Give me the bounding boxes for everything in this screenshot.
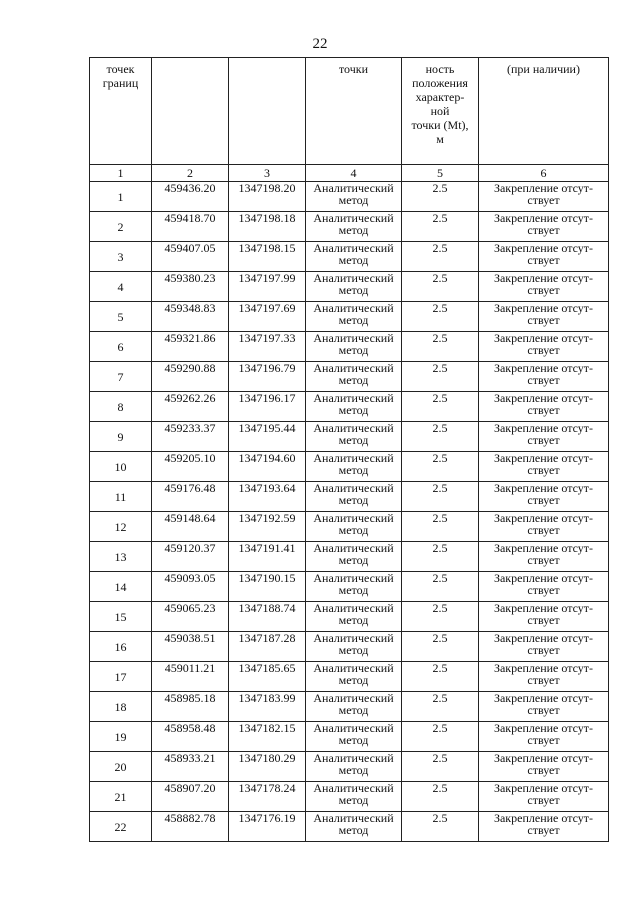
- accuracy-cell: 2.5: [402, 542, 479, 572]
- method-cell: [306, 212, 402, 242]
- header-line: положения: [412, 76, 468, 90]
- method-cell: [306, 392, 402, 422]
- fixing-line: Закрепление отсут-: [493, 571, 594, 585]
- fixing-line: Закрепление отсут-: [493, 721, 594, 735]
- table-row: [90, 422, 609, 452]
- coord-x-cell: 459011.21: [152, 662, 229, 692]
- method-line: Аналитический: [313, 481, 394, 495]
- accuracy-cell: 2.5: [402, 182, 479, 212]
- accuracy-cell: 2.5: [402, 692, 479, 722]
- table-row: [90, 632, 609, 662]
- accuracy-cell: 2.5: [402, 782, 479, 812]
- accuracy-cell: 2.5: [402, 212, 479, 242]
- coord-x-cell: 458958.48: [152, 722, 229, 752]
- point-number-cell: 21: [90, 782, 152, 812]
- accuracy-cell: 2.5: [402, 632, 479, 662]
- method-line: Аналитический: [313, 421, 394, 435]
- fixing-line: Закрепление отсут-: [493, 811, 594, 825]
- point-number-cell: 19: [90, 722, 152, 752]
- method-cell: [306, 752, 402, 782]
- header-line: характер-: [415, 90, 465, 104]
- method-line: метод: [338, 373, 369, 387]
- accuracy-cell: 2.5: [402, 722, 479, 752]
- fixing-line: Закрепление отсут-: [493, 331, 594, 345]
- method-cell: [306, 632, 402, 662]
- table-row: [90, 812, 609, 842]
- fixing-line: Закрепление отсут-: [493, 661, 594, 675]
- method-line: Аналитический: [313, 721, 394, 735]
- header-row: [90, 58, 609, 165]
- coord-y-cell: 1347196.17: [229, 392, 306, 422]
- fixing-cell: [479, 182, 609, 212]
- method-line: метод: [338, 703, 369, 717]
- coord-y-cell: 1347182.15: [229, 722, 306, 752]
- method-line: метод: [338, 823, 369, 837]
- coord-y-cell: 1347180.29: [229, 752, 306, 782]
- fixing-line: ствует: [527, 283, 560, 297]
- method-line: Аналитический: [313, 631, 394, 645]
- header-fixing: [479, 58, 609, 165]
- point-number-cell: 13: [90, 542, 152, 572]
- coord-x-cell: 459380.23: [152, 272, 229, 302]
- header-line: (при наличии): [507, 62, 580, 76]
- method-line: Аналитический: [313, 571, 394, 585]
- fixing-line: ствует: [527, 613, 560, 627]
- accuracy-cell: 2.5: [402, 392, 479, 422]
- fixing-line: ствует: [527, 433, 560, 447]
- point-number-cell: 12: [90, 512, 152, 542]
- method-cell: [306, 512, 402, 542]
- fixing-line: Закрепление отсут-: [493, 601, 594, 615]
- coord-y-cell: 1347192.59: [229, 512, 306, 542]
- accuracy-cell: 2.5: [402, 752, 479, 782]
- coord-x-cell: 459148.64: [152, 512, 229, 542]
- fixing-line: Закрепление отсут-: [493, 751, 594, 765]
- fixing-line: ствует: [527, 463, 560, 477]
- coord-y-cell: 1347185.65: [229, 662, 306, 692]
- method-line: Аналитический: [313, 391, 394, 405]
- accuracy-cell: 2.5: [402, 482, 479, 512]
- point-number-cell: 7: [90, 362, 152, 392]
- fixing-line: ствует: [527, 373, 560, 387]
- fixing-line: Закрепление отсут-: [493, 181, 594, 195]
- coord-x-cell: 459418.70: [152, 212, 229, 242]
- coord-x-cell: 459038.51: [152, 632, 229, 662]
- method-line: Аналитический: [313, 811, 394, 825]
- method-cell: [306, 452, 402, 482]
- accuracy-cell: 2.5: [402, 332, 479, 362]
- fixing-line: ствует: [527, 553, 560, 567]
- table-row: [90, 752, 609, 782]
- method-cell: [306, 542, 402, 572]
- method-cell: [306, 362, 402, 392]
- table-row: [90, 782, 609, 812]
- fixing-line: Закрепление отсут-: [493, 781, 594, 795]
- point-number-cell: 10: [90, 452, 152, 482]
- method-line: метод: [338, 763, 369, 777]
- coord-x-cell: 459348.83: [152, 302, 229, 332]
- method-line: Аналитический: [313, 751, 394, 765]
- table-row: [90, 362, 609, 392]
- method-line: метод: [338, 403, 369, 417]
- header-line: ность: [425, 62, 455, 76]
- fixing-line: ствует: [527, 343, 560, 357]
- method-line: Аналитический: [313, 301, 394, 315]
- accuracy-cell: 2.5: [402, 812, 479, 842]
- accuracy-cell: 2.5: [402, 662, 479, 692]
- method-cell: [306, 482, 402, 512]
- column-number: 3: [229, 165, 306, 182]
- point-number-cell: 4: [90, 272, 152, 302]
- method-line: метод: [338, 223, 369, 237]
- header-method: [306, 58, 402, 165]
- coord-y-cell: 1347193.64: [229, 482, 306, 512]
- table-row: [90, 272, 609, 302]
- table-row: [90, 572, 609, 602]
- coord-y-cell: 1347178.24: [229, 782, 306, 812]
- fixing-line: Закрепление отсут-: [493, 241, 594, 255]
- coord-y-cell: 1347188.74: [229, 602, 306, 632]
- coord-y-cell: 1347197.33: [229, 332, 306, 362]
- header-accuracy: [402, 58, 479, 165]
- accuracy-cell: 2.5: [402, 272, 479, 302]
- coord-y-cell: 1347198.18: [229, 212, 306, 242]
- table-row: [90, 182, 609, 212]
- point-number-cell: 16: [90, 632, 152, 662]
- fixing-line: Закрепление отсут-: [493, 631, 594, 645]
- point-number-cell: 11: [90, 482, 152, 512]
- fixing-line: Закрепление отсут-: [493, 361, 594, 375]
- method-cell: [306, 422, 402, 452]
- fixing-cell: [479, 782, 609, 812]
- point-number-cell: 22: [90, 812, 152, 842]
- point-number-cell: 15: [90, 602, 152, 632]
- fixing-line: Закрепление отсут-: [493, 421, 594, 435]
- point-number-cell: 1: [90, 182, 152, 212]
- fixing-cell: [479, 542, 609, 572]
- coord-x-cell: 459321.86: [152, 332, 229, 362]
- header-point-number: [90, 58, 152, 165]
- fixing-cell: [479, 572, 609, 602]
- fixing-line: ствует: [527, 253, 560, 267]
- point-number-cell: 3: [90, 242, 152, 272]
- header-line: точек: [106, 62, 135, 76]
- fixing-line: ствует: [527, 823, 560, 837]
- coord-y-cell: 1347197.69: [229, 302, 306, 332]
- column-number: 4: [306, 165, 402, 182]
- method-cell: [306, 692, 402, 722]
- fixing-cell: [479, 692, 609, 722]
- column-number: 2: [152, 165, 229, 182]
- method-cell: [306, 572, 402, 602]
- table-row: [90, 302, 609, 332]
- accuracy-cell: 2.5: [402, 572, 479, 602]
- column-number: 1: [90, 165, 152, 182]
- coord-x-cell: 459407.05: [152, 242, 229, 272]
- accuracy-cell: 2.5: [402, 602, 479, 632]
- accuracy-cell: 2.5: [402, 422, 479, 452]
- fixing-line: ствует: [527, 673, 560, 687]
- fixing-line: Закрепление отсут-: [493, 511, 594, 525]
- method-line: Аналитический: [313, 451, 394, 465]
- method-line: метод: [338, 193, 369, 207]
- coord-y-cell: 1347197.99: [229, 272, 306, 302]
- coord-y-cell: 1347176.19: [229, 812, 306, 842]
- column-number-row: [90, 165, 609, 182]
- table-row: [90, 542, 609, 572]
- fixing-line: ствует: [527, 403, 560, 417]
- fixing-cell: [479, 422, 609, 452]
- coord-x-cell: 458882.78: [152, 812, 229, 842]
- accuracy-cell: 2.5: [402, 362, 479, 392]
- method-line: Аналитический: [313, 181, 394, 195]
- coord-x-cell: 458907.20: [152, 782, 229, 812]
- table-row: [90, 242, 609, 272]
- accuracy-cell: 2.5: [402, 512, 479, 542]
- header-line: границ: [102, 76, 139, 90]
- method-line: Аналитический: [313, 241, 394, 255]
- table-row: [90, 452, 609, 482]
- method-cell: [306, 662, 402, 692]
- method-cell: [306, 782, 402, 812]
- point-number-cell: 20: [90, 752, 152, 782]
- fixing-line: ствует: [527, 643, 560, 657]
- method-line: метод: [338, 553, 369, 567]
- table-body: [90, 58, 609, 842]
- fixing-cell: [479, 512, 609, 542]
- coord-y-cell: 1347190.15: [229, 572, 306, 602]
- coord-y-cell: 1347198.20: [229, 182, 306, 212]
- fixing-line: ствует: [527, 493, 560, 507]
- fixing-line: ствует: [527, 193, 560, 207]
- coord-x-cell: 459065.23: [152, 602, 229, 632]
- fixing-line: ствует: [527, 703, 560, 717]
- method-line: Аналитический: [313, 781, 394, 795]
- fixing-line: ствует: [527, 313, 560, 327]
- accuracy-cell: 2.5: [402, 452, 479, 482]
- coord-x-cell: 459290.88: [152, 362, 229, 392]
- coord-y-cell: 1347191.41: [229, 542, 306, 572]
- fixing-line: ствует: [527, 733, 560, 747]
- table-row: [90, 332, 609, 362]
- method-cell: [306, 182, 402, 212]
- method-line: Аналитический: [313, 661, 394, 675]
- method-cell: [306, 272, 402, 302]
- coord-y-cell: 1347196.79: [229, 362, 306, 392]
- method-line: метод: [338, 673, 369, 687]
- fixing-cell: [479, 362, 609, 392]
- method-line: метод: [338, 523, 369, 537]
- point-number-cell: 18: [90, 692, 152, 722]
- method-cell: [306, 332, 402, 362]
- method-line: метод: [338, 643, 369, 657]
- method-line: Аналитический: [313, 511, 394, 525]
- method-line: метод: [338, 613, 369, 627]
- method-line: метод: [338, 313, 369, 327]
- header-coord-x: [152, 58, 229, 165]
- fixing-line: Закрепление отсут-: [493, 391, 594, 405]
- accuracy-cell: 2.5: [402, 242, 479, 272]
- table-row: [90, 722, 609, 752]
- fixing-cell: [479, 392, 609, 422]
- method-line: метод: [338, 463, 369, 477]
- point-number-cell: 8: [90, 392, 152, 422]
- fixing-line: ствует: [527, 223, 560, 237]
- coord-x-cell: 459120.37: [152, 542, 229, 572]
- table-row: [90, 602, 609, 632]
- method-line: метод: [338, 253, 369, 267]
- fixing-line: Закрепление отсут-: [493, 451, 594, 465]
- table-row: [90, 512, 609, 542]
- method-line: Аналитический: [313, 541, 394, 555]
- fixing-line: Закрепление отсут-: [493, 301, 594, 315]
- method-cell: [306, 722, 402, 752]
- accuracy-cell: 2.5: [402, 302, 479, 332]
- fixing-cell: [479, 662, 609, 692]
- point-number-cell: 14: [90, 572, 152, 602]
- table-row: [90, 692, 609, 722]
- header-line: ной: [430, 104, 450, 118]
- point-number-cell: 5: [90, 302, 152, 332]
- method-cell: [306, 602, 402, 632]
- fixing-cell: [479, 602, 609, 632]
- method-line: метод: [338, 793, 369, 807]
- fixing-cell: [479, 482, 609, 512]
- column-number: 6: [479, 165, 609, 182]
- method-line: Аналитический: [313, 361, 394, 375]
- coord-x-cell: 459262.26: [152, 392, 229, 422]
- coord-x-cell: 459205.10: [152, 452, 229, 482]
- coord-y-cell: 1347195.44: [229, 422, 306, 452]
- method-line: Аналитический: [313, 271, 394, 285]
- fixing-cell: [479, 242, 609, 272]
- table-row: [90, 482, 609, 512]
- fixing-cell: [479, 212, 609, 242]
- header-line: точки: [338, 62, 369, 76]
- fixing-cell: [479, 302, 609, 332]
- fixing-cell: [479, 632, 609, 662]
- method-line: метод: [338, 283, 369, 297]
- method-line: Аналитический: [313, 691, 394, 705]
- fixing-cell: [479, 752, 609, 782]
- fixing-cell: [479, 722, 609, 752]
- method-line: метод: [338, 493, 369, 507]
- fixing-line: Закрепление отсут-: [493, 541, 594, 555]
- fixing-cell: [479, 452, 609, 482]
- method-line: Аналитический: [313, 331, 394, 345]
- boundary-points-table: [89, 57, 609, 842]
- coord-x-cell: 458933.21: [152, 752, 229, 782]
- coord-y-cell: 1347187.28: [229, 632, 306, 662]
- fixing-line: Закрепление отсут-: [493, 211, 594, 225]
- point-number-cell: 17: [90, 662, 152, 692]
- header-coord-y: [229, 58, 306, 165]
- point-number-cell: 6: [90, 332, 152, 362]
- coord-x-cell: 458985.18: [152, 692, 229, 722]
- method-cell: [306, 812, 402, 842]
- point-number-cell: 9: [90, 422, 152, 452]
- fixing-cell: [479, 272, 609, 302]
- coord-y-cell: 1347194.60: [229, 452, 306, 482]
- fixing-line: ствует: [527, 763, 560, 777]
- coord-x-cell: 459436.20: [152, 182, 229, 212]
- method-line: метод: [338, 433, 369, 447]
- fixing-line: Закрепление отсут-: [493, 271, 594, 285]
- coord-y-cell: 1347198.15: [229, 242, 306, 272]
- coord-x-cell: 459176.48: [152, 482, 229, 512]
- coord-y-cell: 1347183.99: [229, 692, 306, 722]
- column-number: 5: [402, 165, 479, 182]
- fixing-line: ствует: [527, 523, 560, 537]
- method-cell: [306, 302, 402, 332]
- method-line: Аналитический: [313, 211, 394, 225]
- fixing-line: Закрепление отсут-: [493, 691, 594, 705]
- coord-x-cell: 459233.37: [152, 422, 229, 452]
- point-number-cell: 2: [90, 212, 152, 242]
- page-number: 22: [312, 36, 328, 52]
- method-cell: [306, 242, 402, 272]
- fixing-line: ствует: [527, 583, 560, 597]
- table-row: [90, 392, 609, 422]
- method-line: метод: [338, 583, 369, 597]
- method-line: метод: [338, 343, 369, 357]
- table-row: [90, 662, 609, 692]
- fixing-line: Закрепление отсут-: [493, 481, 594, 495]
- header-line: точки (Mt),: [411, 118, 469, 132]
- fixing-cell: [479, 332, 609, 362]
- method-line: Аналитический: [313, 601, 394, 615]
- table-row: [90, 212, 609, 242]
- header-line: м: [436, 132, 444, 146]
- coord-x-cell: 459093.05: [152, 572, 229, 602]
- method-line: метод: [338, 733, 369, 747]
- fixing-cell: [479, 812, 609, 842]
- fixing-line: ствует: [527, 793, 560, 807]
